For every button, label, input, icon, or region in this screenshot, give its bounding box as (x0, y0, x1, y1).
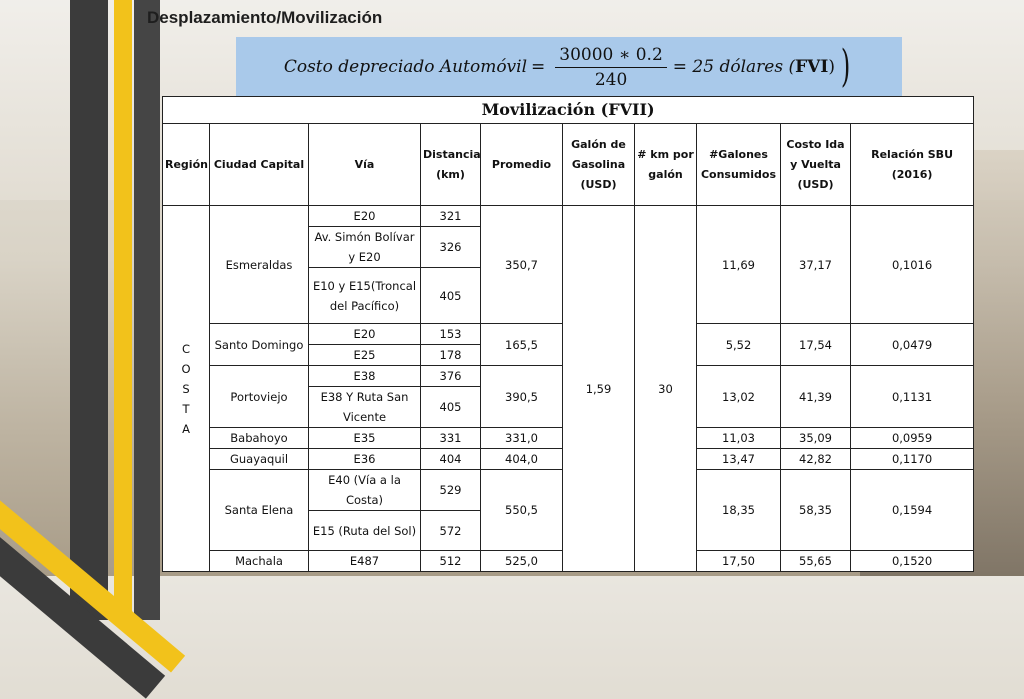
city-cell: Esmeraldas (210, 206, 309, 324)
average-cell: 331,0 (481, 428, 563, 449)
km-per-gallon-cell: 30 (635, 206, 697, 572)
road-cell: E40 (Vía a la Costa) (309, 470, 421, 511)
cost-cell: 37,17 (781, 206, 851, 324)
sbu-cell: 0,1520 (851, 551, 974, 572)
header-city: Ciudad Capital (210, 124, 309, 206)
road-cell: E487 (309, 551, 421, 572)
gallons-cell: 13,02 (697, 366, 781, 428)
gallons-cell: 11,69 (697, 206, 781, 324)
cost-cell: 58,35 (781, 470, 851, 551)
mobilization-table (162, 96, 974, 572)
formula-result: = 25 dólares ( (672, 57, 796, 77)
slide-title: Desplazamiento/Movilización (147, 8, 383, 27)
formula-fraction (555, 45, 666, 90)
average-cell: 350,7 (481, 206, 563, 324)
city-cell: Santo Domingo (210, 324, 309, 366)
region-letter: A (182, 421, 190, 436)
average-cell: 550,5 (481, 470, 563, 551)
city-cell: Santa Elena (210, 470, 309, 551)
region-cell (163, 206, 210, 572)
header-km-per-gallon: # km por galón (635, 124, 697, 206)
distance-cell: 512 (421, 551, 481, 572)
road-cell: Av. Simón Bolívar y E20 (309, 227, 421, 268)
average-cell: 165,5 (481, 324, 563, 366)
city-cell: Babahoyo (210, 428, 309, 449)
cost-cell: 42,82 (781, 449, 851, 470)
average-cell: 390,5 (481, 366, 563, 428)
road-cell: E38 Y Ruta San Vicente (309, 387, 421, 428)
distance-cell: 178 (421, 345, 481, 366)
sbu-cell: 0,0479 (851, 324, 974, 366)
road-cell: E36 (309, 449, 421, 470)
decor-stripe-dark-2 (134, 0, 160, 620)
formula-big-paren: ) (840, 41, 851, 92)
distance-cell: 405 (421, 268, 481, 324)
cost-cell: 17,54 (781, 324, 851, 366)
gallons-cell: 5,52 (697, 324, 781, 366)
sbu-cell: 0,1016 (851, 206, 974, 324)
formula-code: FVI (795, 57, 829, 77)
header-sbu: Relación SBU (2016) (851, 124, 974, 206)
average-cell: 525,0 (481, 551, 563, 572)
region-letter: C (181, 341, 191, 356)
header-region: Región (163, 124, 210, 206)
gallon-price-cell: 1,59 (563, 206, 635, 572)
cost-cell: 35,09 (781, 428, 851, 449)
road-cell: E20 (309, 324, 421, 345)
city-cell: Portoviejo (210, 366, 309, 428)
sbu-cell: 0,1170 (851, 449, 974, 470)
gallons-cell: 11,03 (697, 428, 781, 449)
header-distance: Distancia (km) (421, 124, 481, 206)
city-cell: Machala (210, 551, 309, 572)
distance-cell: 326 (421, 227, 481, 268)
header-gallons: #Galones Consumidos (697, 124, 781, 206)
distance-cell: 529 (421, 470, 481, 511)
region-letter: O (181, 361, 191, 376)
road-cell: E15 (Ruta del Sol) (309, 511, 421, 551)
region-letter: T (182, 401, 190, 416)
table-caption: Movilización (FVII) (163, 97, 974, 124)
city-cell: Guayaquil (210, 449, 309, 470)
road-cell: E20 (309, 206, 421, 227)
gallons-cell: 13,47 (697, 449, 781, 470)
distance-cell: 153 (421, 324, 481, 345)
gallons-cell: 17,50 (697, 551, 781, 572)
header-average: Promedio (481, 124, 563, 206)
distance-cell: 321 (421, 206, 481, 227)
sbu-cell: 0,1594 (851, 470, 974, 551)
road-cell: E38 (309, 366, 421, 387)
cost-cell: 41,39 (781, 366, 851, 428)
distance-cell: 404 (421, 449, 481, 470)
header-gallon: Galón de Gasolina (USD) (563, 124, 635, 206)
distance-cell: 572 (421, 511, 481, 551)
formula-box (236, 37, 902, 97)
formula-numerator: 30000 ∗ 0.2 (555, 45, 666, 68)
cost-cell: 55,65 (781, 551, 851, 572)
formula-lhs: Costo depreciado Automóvil (283, 57, 528, 77)
decor-stripe-dark (70, 0, 108, 620)
header-road: Vía (309, 124, 421, 206)
header-cost: Costo Ida y Vuelta (USD) (781, 124, 851, 206)
road-cell: E25 (309, 345, 421, 366)
decor-stripe-yellow (114, 0, 132, 620)
sbu-cell: 0,1131 (851, 366, 974, 428)
road-cell: E10 y E15(Troncal del Pacífico) (309, 268, 421, 324)
formula-equals: = (531, 57, 546, 77)
formula-close: ) (828, 57, 835, 77)
distance-cell: 376 (421, 366, 481, 387)
sbu-cell: 0,0959 (851, 428, 974, 449)
region-letter: S (182, 381, 190, 396)
gallons-cell: 18,35 (697, 470, 781, 551)
average-cell: 404,0 (481, 449, 563, 470)
distance-cell: 405 (421, 387, 481, 428)
distance-cell: 331 (421, 428, 481, 449)
road-cell: E35 (309, 428, 421, 449)
formula-denominator: 240 (594, 69, 628, 90)
